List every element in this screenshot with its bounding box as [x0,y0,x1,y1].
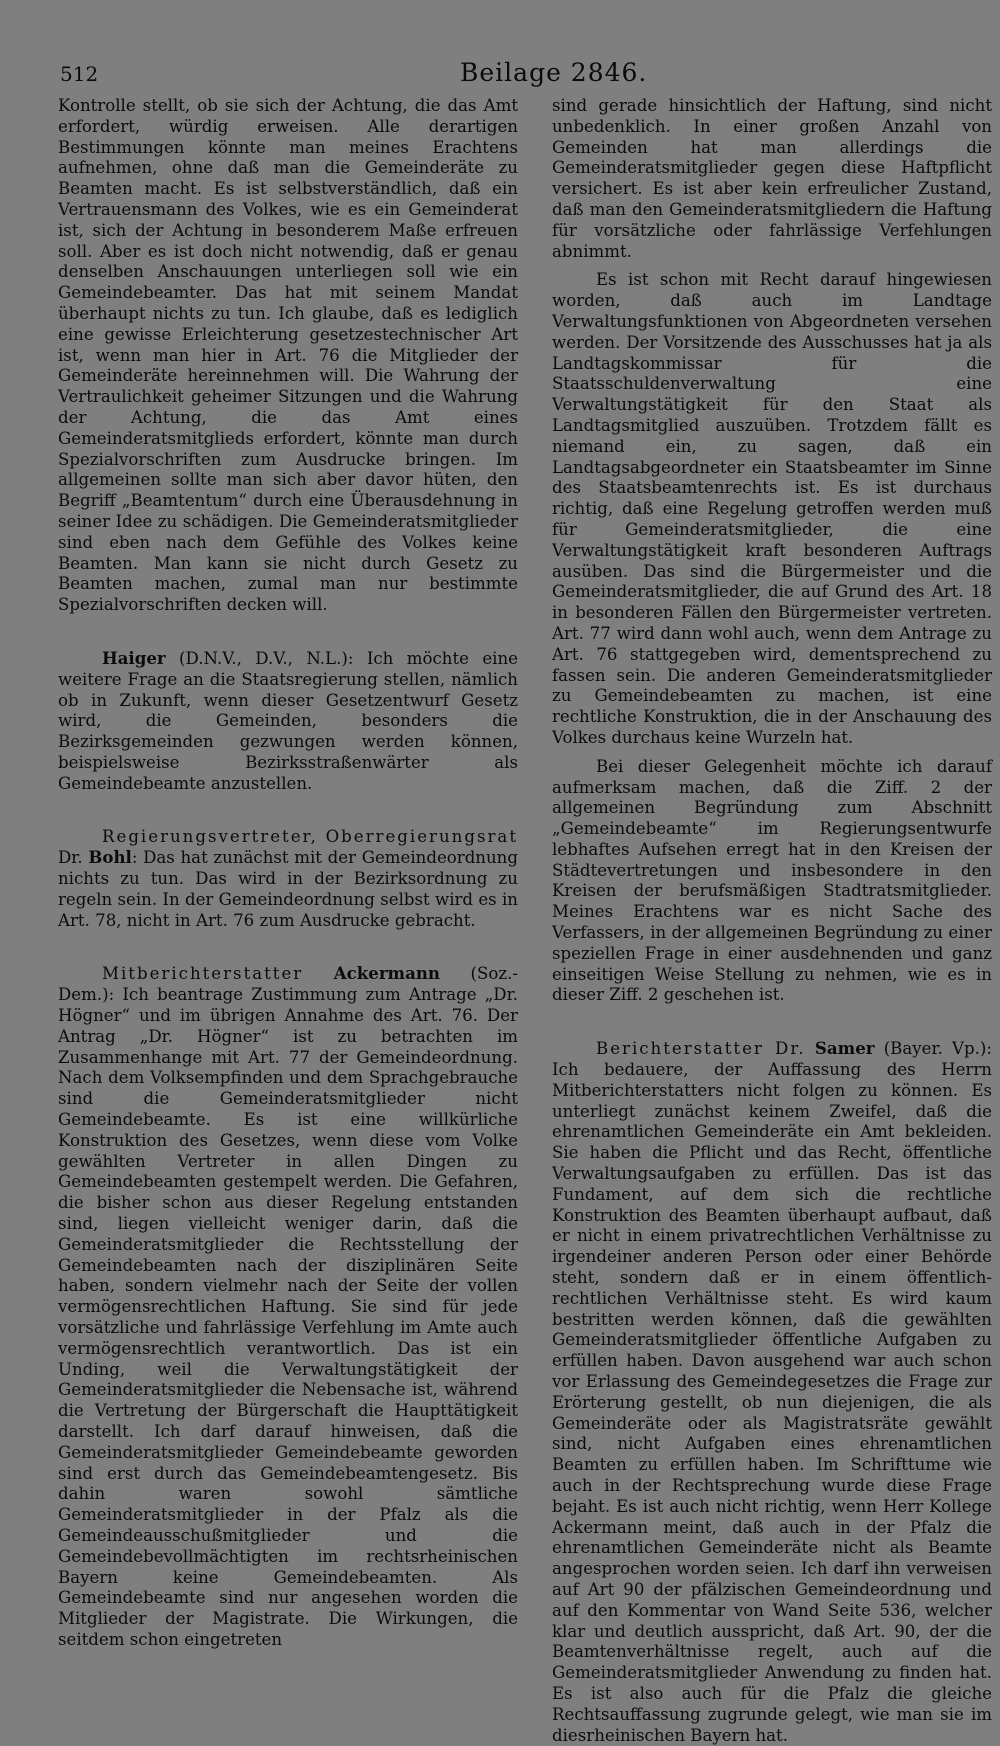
speaker-name: Samer [814,1038,875,1059]
speaker-name: Bohl [88,847,132,868]
page-number: 512 [60,62,99,86]
paragraph [552,1038,992,1746]
speaker-title: Dr. [58,848,83,868]
right-column [552,96,992,1746]
paragraph-text: Ich bedauere, der Auffassung des Herrn Mitberichterstatters nicht folgen zu können. Es unterliegt zunächst keinem Zweifel, daß die ehrenamtlichen Gemeinderäte ein Amt bekleiden. Sie haben die Pflicht und das Recht, öffentliche Verwaltungsaufgaben zu erfüllen. Das ist das Fundament, auf dem sich die rechtliche Konstruktion des Beamten überhaupt aufbaut, daß er nicht in einem privatrechtlichen Verhältnisse zu irgendeiner anderen Person oder einer Behörde steht, sondern daß er in einem öffentlich-rechtlichen Verhältnisse steht. Es wird kaum bestritten werden können, daß die gewählten Gemeinderatsmitglieder öffentliche Aufgaben zu erfüllen haben. Davon ausgehend war auch schon vor Erlassung des Gemeindegesetzes die Frage zur Erörterung gestellt, ob nun diejenigen, die als Gemeinderäte oder als Magistratsräte gewählt sind, nicht Aufgaben eines ehrenamtlichen Beamten zu erfüllen haben. Im Schrifttume wie auch in der Rechtsprechung wurde diese Frage bejaht. Es ist auch nicht richtig, wenn Herr Kollege Ackermann meint, daß auch in der Pfalz die ehrenamtlichen Gemeinderäte nicht als Beamte angesprochen worden seien. Ich darf ihn verweisen auf Art 90 der pfälzischen Gemeindeordnung und auf den Kommentar von Wand Seite 536, welcher klar und deutlich ausspricht, daß Art. 90, der die Beamtenverhältnisse regelt, auch auf die Gemeinderatsmitglieder Anwendung zu finden hat. Es ist also auch für die Pfalz die gleiche Rechtsauffassung zugrunde gelegt, wie man sie im diesrheinischen Bayern hat. [552,1060,992,1745]
speaker-role: Regierungsvertreter, Oberregierungsrat [102,826,518,846]
running-title: Beilage 2846. [460,58,648,87]
speaker-party: (Soz.-Dem.): [58,964,519,1005]
speaker-role: Mitberichterstatter [102,964,304,984]
speaker-name: Haiger [102,647,166,668]
paragraph-text: Ich beantrage Zustimmung zum Antrage „Dr. Högner“ und im übrigen Annahme des Art. 76. Der Antrag „Dr. Högner“ ist zu betrachten im Zusammenhange mit Art. 77 der Gemeindeordnung. Nach dem Volksempfinden und dem Sprachgebrauche sind die Gemeinderatsmitglieder nicht Gemeindebeamte. Es ist eine willkürliche Konstruktion des Gesetzes, wenn diese vom Volke gewählten Vertreter in allen Dingen zu Gemeindebeamten gestempelt werden. Die Gefahren, die bisher schon aus dieser Regelung entstanden sind, liegen vielleicht weniger darin, daß die Gemeinderatsmitglieder die Rechtsstellung der Gemeindebeamten nach der disziplinären Seite haben, sondern vielmehr nach der Seite der vollen vermögensrechtlichen Haftung. Sie sind für jede vorsätzliche und fahrlässige Verfehlung im Amte auch vermögensrechtlich verantwortlich. Das ist ein Unding, weil die Verwaltungstätigkeit der Gemeinderatsmitglieder die Nebensache ist, während die Vertretung der Bürgerschaft die Haupttätigkeit darstellt. Ich darf darauf hinweisen, daß die Gemeinderatsmitglieder Gemeindebeamte geworden sind erst durch das Gemeindebeamtengesetz. Bis dahin waren sowohl sämtliche Gemeinderatsmitglieder in der Pfalz als die Gemeindeausschußmitglieder und die Gemeindebevollmächtigten im rechtsrheinischen Bayern keine Gemeindebeamten. Als Gemeindebeamte sind nur angesehen worden die Mitglieder der Magistrate. Die Wirkungen, die seitdem schon eingetreten [58,985,518,1649]
paragraph [58,827,518,932]
paragraph-text: : Das hat zunächst mit der Gemeindeordnung nichts zu tun. Das wird in der Bezirksordnung zu regeln sein. In der Gemeindeordnung selbst wird es in Art. 78, nicht in Art. 76 zum Ausdrucke gebracht. [58,848,518,930]
paragraph: Bei dieser Gelegenheit möchte ich darauf aufmerksam machen, daß die Ziff. 2 der allgemeinen Begründung zum Abschnitt „Gemeindebeamte“ im Regierungsentwurfe lebhaftes Aufsehen erregt hat in den Kreisen der Städtevertretungen und insbesondere in den Kreisen der berufsmäßigen Stadtratsmitglieder. Meines Erachtens war es nicht Sache des Verfassers, in der allgemeinen Begründung zu einer speziellen Frage in einer ausdehnenden und ganz einseitigen Weise Stellung zu nehmen, wie es in dieser Ziff. 2 geschehen ist. [552,756,992,1005]
paragraph: sind gerade hinsichtlich der Haftung, sind nicht unbedenklich. In einer großen Anzahl von Gemeinden hat man allerdings die Gemeinderatsmitglieder gegen diese Haftpflicht versichert. Es ist aber kein erfreulicher Zustand, daß man den Gemeinderatsmitgliedern die Haftung für vorsätzliche oder fahrlässige Verfehlungen abnimmt. [552,96,992,261]
page-header [0,58,1000,88]
paragraph [58,963,518,1650]
paragraph-text: (D.N.V., D.V., N.L.): Ich möchte eine weitere Frage an die Staatsregierung stellen, nämlich ob in Zukunft, wenn dieser Gesetzentwurf Gesetz wird, die Gemeinden, besonders die Bezirksgemeinden gezwungen werden können, beispielsweise Bezirksstraßenwärter als Gemeindebeamte anzustellen. [58,648,518,793]
speaker-name: Ackermann [333,963,440,984]
paragraph: Kontrolle stellt, ob sie sich der Achtung, die das Amt erfordert, würdig erweisen. Alle derartigen Bestimmungen könnte man meines Erachtens aufnehmen, ohne daß man die Gemeinderäte zu Beamten macht. Es ist selbstverständlich, daß ein Vertrauensmann des Volkes, wie es ein Gemeinderat ist, sich der Achtung in besonderem Maße erfreuen soll. Aber es ist doch nicht notwendig, daß er genau denselben Anschauungen unterliegen soll wie ein Gemeindebeamter. Das hat mit seinem Mandat überhaupt nichts zu tun. Ich glaube, daß es lediglich eine gewisse Erleichterung gesetzestechnischer Art ist, wenn man hier in Art. 76 die Mitglieder der Gemeinderäte hereinnehmen will. Die Wahrung der Vertraulichkeit geheimer Sitzungen und die Wahrung der Achtung, die das Amt eines Gemeinderatsmitglieds erfordert, könnte man durch Spezialvorschriften zum Ausdrucke bringen. Im allgemeinen sollte man sich aber davor hüten, den Begriff „Beamtentum“ durch eine Überausdehnung in seiner Idee zu schädigen. Die Gemeinderatsmitglieder sind eben nach dem Gefühle des Volkes keine Beamten. Man kann sie nicht durch Gesetz zu Beamten machen, zumal man nur bestimmte Spezialvorschriften decken will. [58,96,518,615]
speaker-party: (Bayer. Vp.): [874,1039,992,1059]
paragraph [58,648,518,795]
speaker-role: Berichterstatter Dr. [596,1039,806,1059]
left-column [58,96,518,1651]
paragraph: Es ist schon mit Recht darauf hingewiesen worden, daß auch im Landtage Verwaltungsfunktionen von Abgeordneten versehen werden. Der Vorsitzende des Ausschusses hat ja als Landtagskommissar für die Staatsschuldenverwaltung eine Verwaltungstätigkeit für den Staat als Landtagsmitglied auszuüben. Trotzdem fällt es niemand ein, zu sagen, daß ein Landtagsabgeordneter ein Staatsbeamter im Sinne des Staatsbeamtenrechts ist. Es ist durchaus richtig, daß eine Regelung getroffen werden muß für Gemeinderatsmitglieder, die eine Verwaltungstätigkeit kraft besonderen Auftrags ausüben. Das sind die Bürgermeister und die Gemeinderatsmitglieder, die auf Grund des Art. 18 in besonderen Fällen den Bürgermeister vertreten. Art. 77 wird dann wohl auch, wenn dem Antrage zu Art. 76 stattgegeben wird, dementsprechend zu fassen sein. Die anderen Gemeinderatsmitglieder zu Gemeindebeamten zu machen, ist eine rechtliche Konstruktion, die in der Anschauung des Volkes durchaus keine Wurzeln hat. [552,270,992,747]
